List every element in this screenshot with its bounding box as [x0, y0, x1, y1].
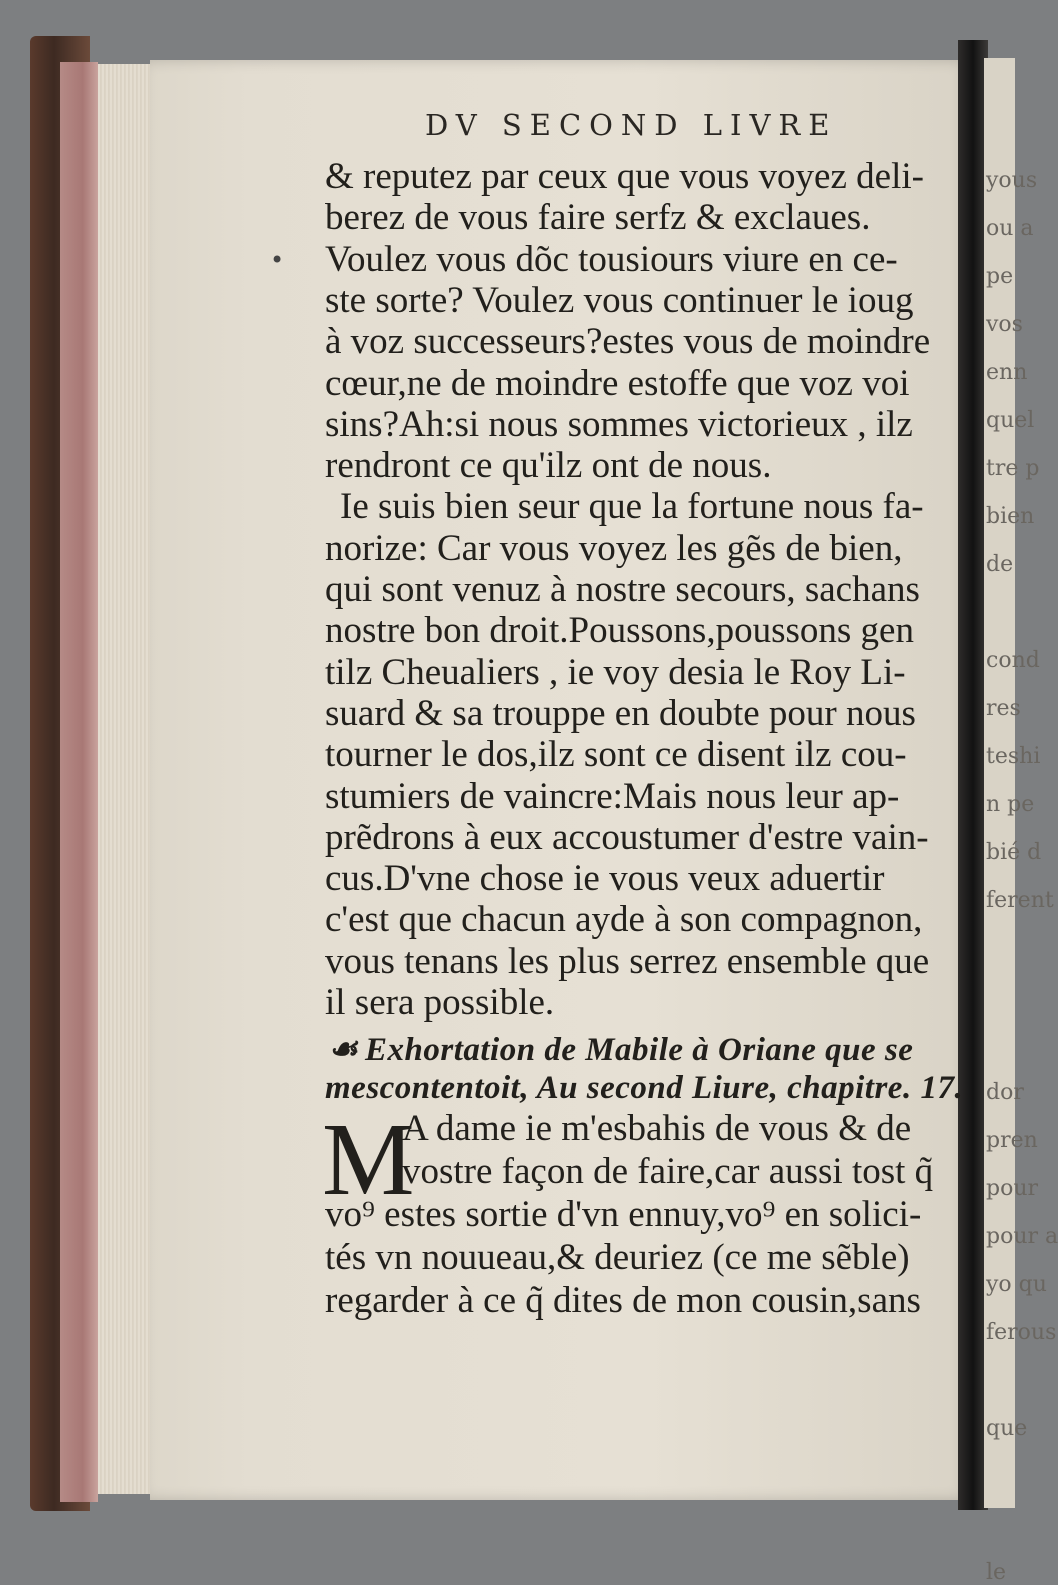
margin-dot: • [270, 246, 285, 274]
facing-page-fragment: teshi [986, 744, 1041, 769]
facing-page-fragment: bié d [986, 840, 1042, 865]
text-line: tourner le dos,ilz sont ce disent ilz cou- [325, 734, 907, 775]
facing-page-fragment: vos [986, 312, 1023, 337]
text-line: regarder à ce q̃ dites de mon cousin,sans [325, 1280, 921, 1321]
text-line: Voulez vous dõc tousiours viure en ce- [325, 239, 898, 280]
text-line: prẽdrons à eux accoustumer d'estre vain- [325, 817, 929, 858]
facing-page-fragment: yous [986, 168, 1038, 193]
facing-page-fragment: n pe [986, 792, 1035, 817]
text-line: tés vn nouueau,& deuriez (ce me sẽble) [325, 1237, 910, 1278]
facing-page-fragment: ferent [986, 888, 1054, 913]
facing-page-fragment: tre p [986, 456, 1040, 481]
text-line: Ie suis bien seur que la fortune nous fa- [340, 486, 924, 527]
text-line: à voz successeurs?estes vous de moindre [325, 321, 931, 362]
facing-page-fragment: que [986, 1416, 1028, 1441]
text-line: c'est que chacun ayde à son compagnon, [325, 899, 923, 940]
facing-page-fragment: yo qu [986, 1272, 1047, 1297]
facing-page-edge [984, 58, 1058, 1585]
facing-page-fragment: ferous [986, 1320, 1057, 1345]
facing-page-fragment: pour a [986, 1224, 1058, 1249]
page-edges [98, 64, 152, 1494]
running-head: DV SECOND LIVRE [425, 108, 838, 142]
facing-page-fragment: pe [986, 264, 1014, 289]
facing-page-fragment: pren [986, 1128, 1038, 1153]
facing-page-fragment: le [986, 1560, 1007, 1585]
rubric-mark: ☙ [328, 1032, 359, 1068]
text-line: nostre bon droit.Poussons,poussons gen [325, 610, 914, 651]
text-line: vostre façon de faire,car aussi tost q̃ [402, 1151, 934, 1192]
text-line: tilz Cheualiers , ie voy desia le Roy Li- [325, 652, 906, 693]
rubric-line: Exhortation de Mabile à Oriane que se [365, 1032, 914, 1068]
facing-page-fragment: cond [986, 648, 1040, 673]
text-line: cus.D'vne chose ie vous veux aduertir [325, 858, 885, 899]
facing-page-fragment: enn [986, 360, 1028, 385]
pink-endpaper [60, 62, 98, 1502]
text-line: berez de vous faire serfz & exclaues. [325, 197, 871, 238]
facing-page-fragment: de [986, 552, 1014, 577]
facing-page-fragment: quel [986, 408, 1035, 433]
rubric-line: mescontentoit, Au second Liure, chapitre. 17. [325, 1070, 964, 1106]
text-line: A dame ie m'esbahis de vous & de [402, 1108, 912, 1149]
text-line: ste sorte? Voulez vous continuer le ioug [325, 280, 914, 321]
text-line: qui sont venuz à nostre secours, sachans [325, 569, 920, 610]
text-line: & reputez par ceux que vous voyez deli- [325, 156, 924, 197]
text-line: stumiers de vaincre:Mais nous leur ap- [325, 776, 900, 817]
text-line: cœur,ne de moindre estoffe que voz voi [325, 363, 910, 404]
facing-page-fragment: res [986, 696, 1021, 721]
facing-page-fragment: ou a [986, 216, 1034, 241]
text-line: il sera possible. [325, 982, 555, 1023]
facing-page-fragment: dor [986, 1080, 1024, 1105]
text-line: rendront ce qu'ilz ont de nous. [325, 445, 772, 486]
text-line: sins?Ah:si nous sommes victorieux , ilz [325, 404, 913, 445]
text-line: vo⁹ estes sortie d'vn ennuy,vo⁹ en solici- [325, 1194, 922, 1235]
facing-page-fragment: bien [986, 504, 1035, 529]
text-line: suard & sa trouppe en doubte pour nous [325, 693, 916, 734]
facing-page-fragment: pour [986, 1176, 1039, 1201]
text-line: norize: Car vous voyez les gẽs de bien, [325, 528, 903, 569]
text-line: vous tenans les plus serrez ensemble que [325, 941, 930, 982]
drop-cap: M [322, 1102, 415, 1217]
